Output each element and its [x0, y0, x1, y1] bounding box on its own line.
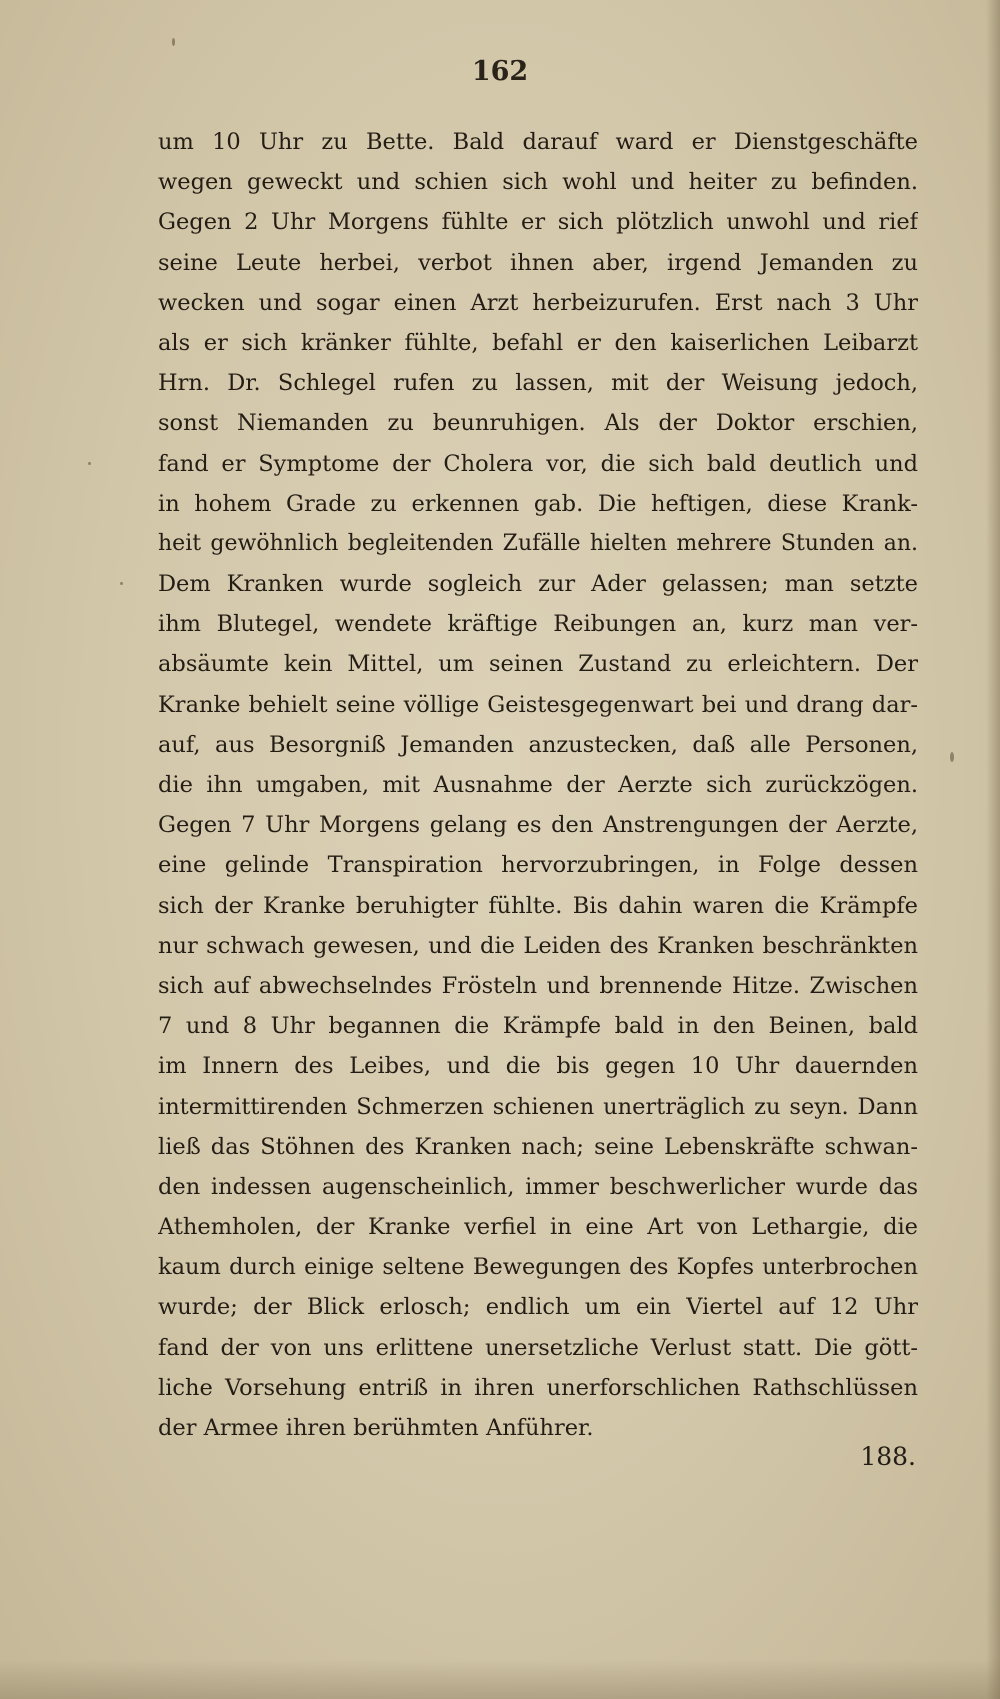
text-line: fand er Symptome der Cholera vor, die sich bald deutlich und: [158, 450, 918, 477]
page-bottom-shadow: [0, 1659, 1000, 1699]
page-number: 162: [471, 56, 529, 87]
text-line: eine gelinde Transpiration hervorzubringen, in Folge dessen: [158, 852, 918, 879]
text-line: ließ das Stöhnen des Kranken nach; seine Lebenskräfte schwan-: [158, 1133, 918, 1160]
paper-speck: [950, 752, 954, 762]
text-line: in hohem Grade zu erkennen gab. Die heftigen, diese Krank-: [158, 490, 918, 517]
paper-speck: [120, 582, 123, 585]
text-line: sonst Niemanden zu beunruhigen. Als der Doktor erschien,: [158, 410, 918, 437]
text-line: Gegen 2 Uhr Morgens fühlte er sich plötzlich unwohl und rief: [158, 209, 918, 236]
text-line: liche Vorsehung entriß in ihren unerforschlichen Rathschlüssen: [158, 1374, 918, 1401]
text-line: kaum durch einige seltene Bewegungen des Kopfes unterbrochen: [158, 1254, 918, 1281]
text-line: Gegen 7 Uhr Morgens gelang es den Anstrengungen der Aerzte,: [158, 812, 918, 839]
text-line: 7 und 8 Uhr begannen die Krämpfe bald in den Beinen, bald: [158, 1013, 918, 1040]
paper-speck: [172, 38, 175, 46]
text-line: sich der Kranke beruhigter fühlte. Bis dahin waren die Krämpfe: [158, 892, 918, 919]
text-line: absäumte kein Mittel, um seinen Zustand zu erleichtern. Der: [158, 651, 918, 678]
text-line: wecken und sogar einen Arzt herbeizurufen. Erst nach 3 Uhr: [158, 289, 918, 316]
text-line: wegen geweckt und schien sich wohl und heiter zu befinden.: [158, 169, 918, 196]
text-line: fand der von uns erlittene unersetzliche Verlust statt. Die gött-: [158, 1334, 918, 1361]
text-line: die ihn umgaben, mit Ausnahme der Aerzte sich zurückzögen.: [158, 772, 918, 798]
text-line: ihm Blutegel, wendete kräftige Reibungen an, kurz man ver-: [158, 611, 918, 638]
catchword: 188.: [860, 1442, 916, 1471]
text-line: Kranke behielt seine völlige Geistesgegenwart bei und drang dar-: [158, 691, 918, 718]
text-line: der Armee ihren berühmten Anführer.: [158, 1415, 594, 1441]
text-line: im Innern des Leibes, und die bis gegen 10 Uhr dauernden: [158, 1053, 918, 1080]
text-line: Hrn. Dr. Schlegel rufen zu lassen, mit der Weisung jedoch,: [158, 370, 918, 397]
text-line: sich auf abwechselndes Frösteln und brennende Hitze. Zwischen: [158, 972, 918, 999]
text-line: auf, aus Besorgniß Jemanden anzustecken, daß alle Personen,: [158, 731, 918, 758]
body-text: [158, 122, 918, 1448]
page-edge-shadow: [986, 0, 1000, 1699]
text-line: intermittirenden Schmerzen schienen unerträglich zu seyn. Dann: [158, 1093, 918, 1120]
text-line: seine Leute herbei, verbot ihnen aber, irgend Jemanden zu: [158, 249, 918, 276]
text-line: den indessen augenscheinlich, immer beschwerlicher wurde das: [158, 1173, 918, 1200]
text-line: heit gewöhnlich begleitenden Zufälle hielten mehrere Stunden an.: [158, 530, 918, 556]
text-line: Dem Kranken wurde sogleich zur Ader gelassen; man setzte: [158, 571, 918, 598]
text-line: um 10 Uhr zu Bette. Bald darauf ward er Dienstgeschäfte: [158, 129, 918, 155]
text-line: nur schwach gewesen, und die Leiden des Kranken beschränkten: [158, 932, 918, 959]
text-line: wurde; der Blick erlosch; endlich um ein Viertel auf 12 Uhr: [158, 1294, 918, 1321]
text-line: als er sich kränker fühlte, befahl er den kaiserlichen Leibarzt: [158, 329, 918, 356]
paper-speck: [88, 462, 91, 465]
text-line: Athemholen, der Kranke verfiel in eine Art von Lethargie, die: [158, 1214, 918, 1241]
